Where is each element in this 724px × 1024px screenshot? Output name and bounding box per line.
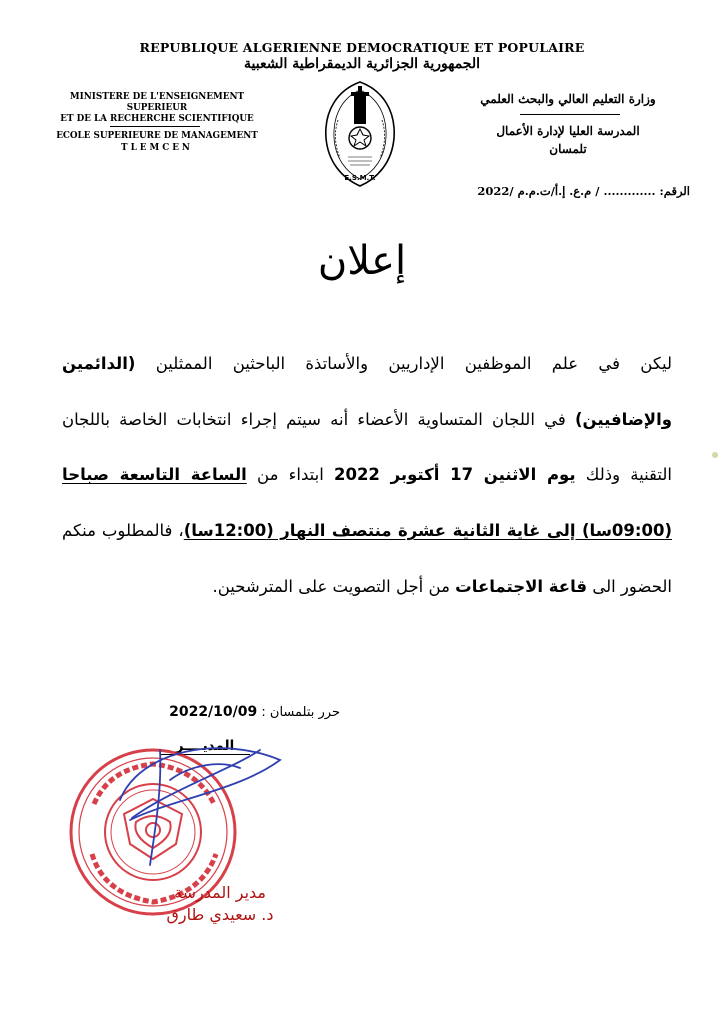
- stamp-name: د. سعيدي طارق: [166, 905, 274, 924]
- republic-title-ar: الجمهورية الجزائرية الديمقراطية الشعبية: [243, 56, 480, 72]
- body-text: ، فالمطلوب منكم: [62, 521, 184, 540]
- body-line-2: [62, 410, 672, 429]
- body-text: ليكن في علم الموظفين الإداريين والأساتذة الباحثين الممثلين: [135, 354, 672, 373]
- body-line-3: [62, 465, 672, 484]
- republic-title-fr: REPUBLIQUE ALGERIENNE DEMOCRATIQUE ET POPULAIRE: [139, 40, 585, 55]
- issue-date: 2022/10/09: [169, 704, 258, 720]
- body-date: يوم الاثنين 17 أكتوبر 2022: [333, 465, 576, 484]
- place-date: [140, 704, 340, 720]
- school-fr: [52, 130, 262, 154]
- stamp-title: مدير المدرسة: [173, 883, 266, 902]
- school-fr-name: ECOLE SUPERIEURE DE MANAGEMENT: [56, 131, 258, 141]
- body-text: من أجل التصويت على المترشحين.: [212, 577, 456, 596]
- director-label: المديــــر: [160, 738, 250, 755]
- ministry-fr-line1: MINISTERE DE L'ENSEIGNEMENT SUPERIEUR: [69, 92, 245, 113]
- place-label: حرر بتلمسان :: [261, 705, 340, 720]
- divider-left: [110, 126, 200, 127]
- school-ar: المدرسة العليا لإدارة الأعمال: [496, 124, 640, 138]
- logo-acronym: E.S.M.T.: [344, 174, 376, 182]
- body-line-4: [62, 521, 672, 540]
- body-line-1: [62, 354, 672, 373]
- body-start-time: الساعة التاسعة صباحا: [62, 465, 247, 484]
- body-room: قاعة الاجتماعات: [455, 577, 588, 596]
- body-bold: (الدائمين: [62, 354, 136, 373]
- ministry-fr: [52, 92, 262, 125]
- city-ar: تلمسان: [549, 142, 587, 156]
- body-text: ابتداء من: [246, 465, 334, 484]
- scan-speck: [712, 452, 718, 458]
- school-logo: [318, 80, 402, 192]
- announcement-title: إعلان: [317, 238, 407, 284]
- reference-number: الرقم: ............. / م.ع. إ.أ/ت.م.م /2022: [477, 184, 690, 198]
- ministry-fr-line2: ET DE LA RECHERCHE SCIENTIFIQUE: [60, 114, 254, 124]
- ministry-ar: وزارة التعليم العالي والبحث العلمي: [480, 92, 656, 106]
- body-text: الحضور الى: [587, 577, 672, 596]
- body-time-range: (09:00سا) إلى غاية الثانية عشرة منتصف النهار (12:00سا): [183, 521, 672, 540]
- body-line-5: [62, 577, 672, 596]
- body-text: التقنية وذلك: [575, 465, 672, 484]
- body-bold: والإضافيين): [574, 410, 672, 429]
- director-signature: [110, 730, 290, 870]
- body-text: في اللجان المتساوية الأعضاء أنه سيتم إجراء انتخابات الخاصة باللجان: [62, 410, 575, 429]
- divider-right: [520, 114, 620, 115]
- city-fr: TLEMCEN: [121, 143, 193, 153]
